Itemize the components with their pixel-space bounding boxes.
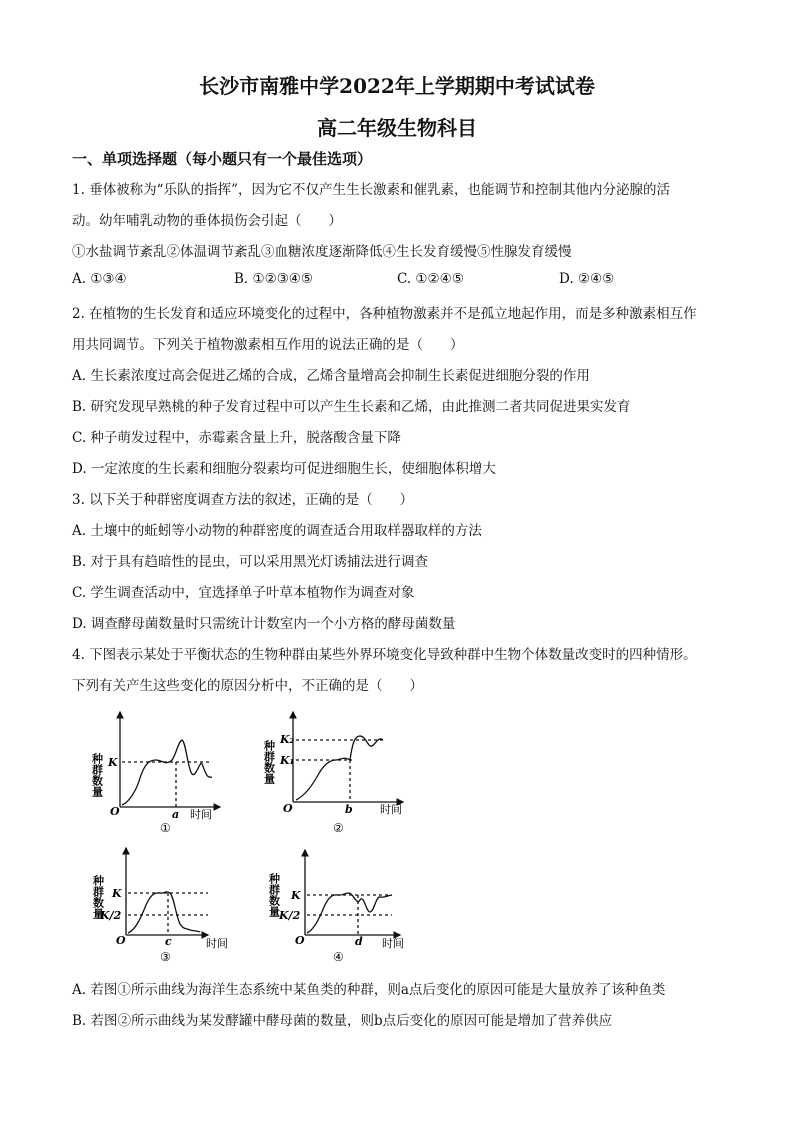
panel-4-number: ④ bbox=[333, 950, 344, 964]
panel-1-number: ① bbox=[160, 821, 171, 835]
q1-option-a[interactable]: A. ①③④ bbox=[72, 271, 127, 287]
exam-title: 长沙市南雅中学2022年上学期期中考试试卷 bbox=[199, 74, 595, 98]
q3-option-a[interactable]: A. 土壤中的蚯蚓等小动物的种群密度的调查适合用取样器取样的方法 bbox=[72, 523, 482, 539]
q1-stem-line2: 动。幼年哺乳动物的垂体损伤会引起（ ） bbox=[72, 213, 342, 229]
panel-3-point: c bbox=[165, 935, 172, 948]
panel-3-number: ③ bbox=[160, 950, 171, 964]
panel-3-k-label: K bbox=[112, 887, 122, 900]
q4-stem-line2: 下列有关产生这些变化的原因分析中，不正确的是（ ） bbox=[72, 678, 423, 694]
q1-option-b[interactable]: B. ①②③④⑤ bbox=[234, 271, 314, 287]
panel-4-point: d bbox=[355, 935, 363, 948]
q4-option-b[interactable]: B. 若图②所示曲线为某发酵罐中酵母菌的数量，则b点后变化的原因可能是增加了营养供应 bbox=[72, 1013, 613, 1029]
q3-option-d[interactable]: D. 调查酵母菌数量时只需统计计数室内一个小方格的酵母菌数量 bbox=[72, 616, 456, 632]
panel-1-xlabel: 时间 bbox=[190, 808, 212, 821]
q3-option-b[interactable]: B. 对于具有趋暗性的昆虫，可以采用黑光灯诱捕法进行调查 bbox=[72, 554, 429, 570]
panel-1-origin: O bbox=[110, 805, 120, 818]
q1-option-c[interactable]: C. ①②④⑤ bbox=[397, 271, 464, 287]
q2-option-b[interactable]: B. 研究发现早熟桃的种子发育过程中可以产生生长素和乙烯，由此推测二者共同促进果实发育 bbox=[72, 399, 631, 415]
q1-stem-line1: 1. 垂体被称为“乐队的指挥”，因为它不仅产生生长激素和催乳素，也能调节和控制其他内分泌腺的活 bbox=[72, 182, 670, 198]
panel-2-point: b bbox=[345, 803, 353, 816]
panel-2 bbox=[293, 712, 403, 802]
population-figure bbox=[0, 705, 794, 965]
q4-stem-line1: 4. 下图表示某处于平衡状态的生物种群由某些外界环境变化导致种群中生物个体数量改变时的四种情形。 bbox=[72, 647, 697, 663]
q2-option-d[interactable]: D. 一定浓度的生长素和细胞分裂素均可促进细胞生长，使细胞体积增大 bbox=[72, 461, 496, 477]
panel-2-k1-label: K₁ bbox=[280, 754, 295, 767]
panel-4-ylabel: 种群数量 bbox=[267, 873, 281, 917]
panel-2-ylabel: 种群数量 bbox=[262, 740, 276, 784]
panel-3-ylabel: 种群数量 bbox=[91, 875, 105, 919]
panel-1 bbox=[120, 712, 220, 807]
q1-items: ①水盐调节紊乱②体温调节紊乱③血糖浓度逐渐降低④生长发育缓慢⑤性腺发育缓慢 bbox=[72, 244, 572, 260]
panel-4-k-label: K bbox=[291, 889, 301, 902]
q2-option-a[interactable]: A. 生长素浓度过高会促进乙烯的合成，乙烯含量增高会抑制生长素促进细胞分裂的作用 bbox=[72, 368, 590, 384]
panel-1-k-label: K bbox=[108, 756, 118, 769]
panel-1-ylabel: 种群数量 bbox=[90, 753, 104, 797]
q3-option-c[interactable]: C. 学生调查活动中，宜选择单子叶草本植物作为调查对象 bbox=[72, 585, 415, 601]
section-heading: 一、单项选择题（每小题只有一个最佳选项） bbox=[72, 150, 373, 168]
q4-option-a[interactable]: A. 若图①所示曲线为海洋生态系统中某鱼类的种群，则a点后变化的原因可能是大量放养了该种鱼类 bbox=[72, 982, 666, 998]
panel-4-khalf-label: K/2 bbox=[279, 909, 301, 922]
panel-3-origin: O bbox=[116, 934, 126, 947]
panel-4 bbox=[305, 850, 400, 935]
panel-4-xlabel: 时间 bbox=[382, 937, 404, 950]
panel-2-k2-label: K₂ bbox=[280, 733, 295, 746]
panel-3 bbox=[126, 848, 208, 935]
panel-3-khalf-label: K/2 bbox=[100, 909, 122, 922]
panel-2-origin: O bbox=[283, 802, 293, 815]
q1-option-d[interactable]: D. ②④⑤ bbox=[559, 271, 615, 287]
exam-subtitle: 高二年级生物科目 bbox=[317, 116, 477, 140]
panel-3-xlabel: 时间 bbox=[206, 937, 228, 950]
panel-2-number: ② bbox=[333, 821, 344, 835]
q2-option-c[interactable]: C. 种子萌发过程中，赤霉素含量上升，脱落酸含量下降 bbox=[72, 430, 401, 446]
panel-2-xlabel: 时间 bbox=[380, 803, 402, 816]
panel-1-point: a bbox=[172, 808, 180, 821]
q2-stem-line2: 用共同调节。下列关于植物激素相互作用的说法正确的是（ ） bbox=[72, 337, 464, 353]
q2-stem-line1: 2. 在植物的生长发育和适应环境变化的过程中，各种植物激素并不是孤立地起作用，而是多种激素相互作 bbox=[72, 306, 697, 322]
q3-stem: 3. 以下关于种群密度调查方法的叙述，正确的是（ ） bbox=[72, 492, 414, 508]
panel-4-origin: O bbox=[295, 934, 305, 947]
